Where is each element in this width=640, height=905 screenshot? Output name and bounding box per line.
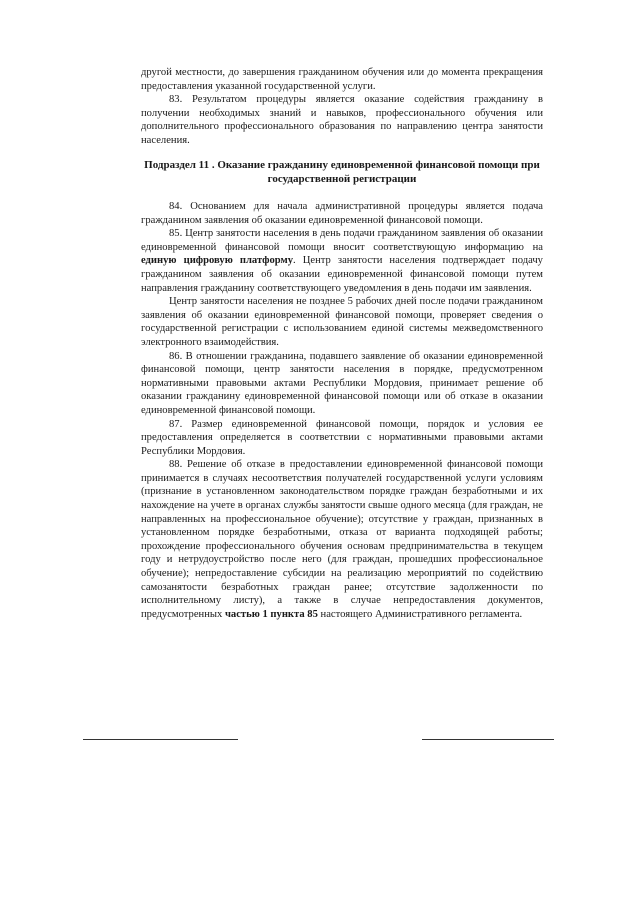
- paragraph-88-text-start: 88. Решение об отказе в предоставлении единовременной финансовой помощи принимается в случаях несоответствия получателей государственной услуги условиям (признание в установленном законодательством порядке граждан безработными и их нахождение на учете в органах службы занятости свыше одного месяца (для граждан, не направленных на профессиональное обучение); отсутствие у граждан, признанных в установленном порядке безработными, отказа от варианта подходящей работы; прохождение профессионального обучения основам предпринимательства в текущем году и нетрудоустройство после него (для граждан, прошедших профессиональное обучение); непредоставление субсидии на реализацию мероприятий по содействию самозанятости безработных граждан ранее; отсутствие задолженности по исполнительному листу), а также в случае непредоставления документов, предусмотренных: [141, 459, 543, 620]
- paragraph-85-bold-link: единую цифровую платформу: [141, 255, 294, 267]
- paragraph-85: [141, 227, 543, 295]
- main-text-block: [141, 200, 543, 621]
- paragraph-85-second: Центр занятости населения не позднее 5 рабочих дней после подачи гражданином заявления об оказании единовременной финансовой помощи, проверяет сведения о государственной регистрации с использованием единой системы межведомственного электронного взаимодействия.: [141, 296, 543, 348]
- footer-rule-right: [422, 739, 554, 740]
- paragraph-88-text-end: настоящего Административного регламента.: [317, 608, 523, 620]
- footer-rule-left: [83, 739, 238, 740]
- paragraph-83: 83. Результатом процедуры является оказание содействия гражданину в получении необходимых знаний и навыков, профессионального обучения или дополнительного профессионального образования по направлению центра занятости населения.: [141, 94, 543, 146]
- continuation-paragraph: другой местности, до завершения гражданином обучения или до момента прекращения предоставления указанной государственной услуги.: [141, 67, 543, 92]
- paragraph-86: 86. В отношении гражданина, подавшего заявление об оказании единовременной финансовой помощи, центр занятости населения в порядке, предусмотренном нормативными правовыми актами Республики Мордовия, принимает решение об оказании гражданину единовременной финансовой помощи или об отказе в оказании единовременной финансовой помощи.: [141, 350, 543, 416]
- paragraph-85-text-end: . Центр занятости населения подтверждает подачу гражданином заявления об оказании единовременной финансовой помощи путем направления гражданину соответствующего уведомления в день подачи им заявления.: [141, 255, 543, 294]
- subsection-heading: Подраздел 11 . Оказание гражданину единовременной финансовой помощи при государственной регистрации: [144, 159, 540, 185]
- paragraph-88: [141, 458, 543, 621]
- paragraph-87: 87. Размер единовременной финансовой помощи, порядок и условия ее предоставления определяется в соответствии с нормативными правовыми актами Республики Мордовия.: [141, 418, 543, 457]
- paragraph-88-bold-reference: частью 1 пункта 85: [224, 608, 318, 620]
- continuation-block: [141, 66, 543, 148]
- paragraph-85-text-start: 85. Центр занятости населения в день подачи гражданином заявления об оказании единовременной финансовой помощи вносит соответствующую информацию на: [141, 228, 543, 253]
- paragraph-84: 84. Основанием для начала административной процедуры является подача гражданином заявления об оказании единовременной финансовой помощи.: [141, 201, 543, 226]
